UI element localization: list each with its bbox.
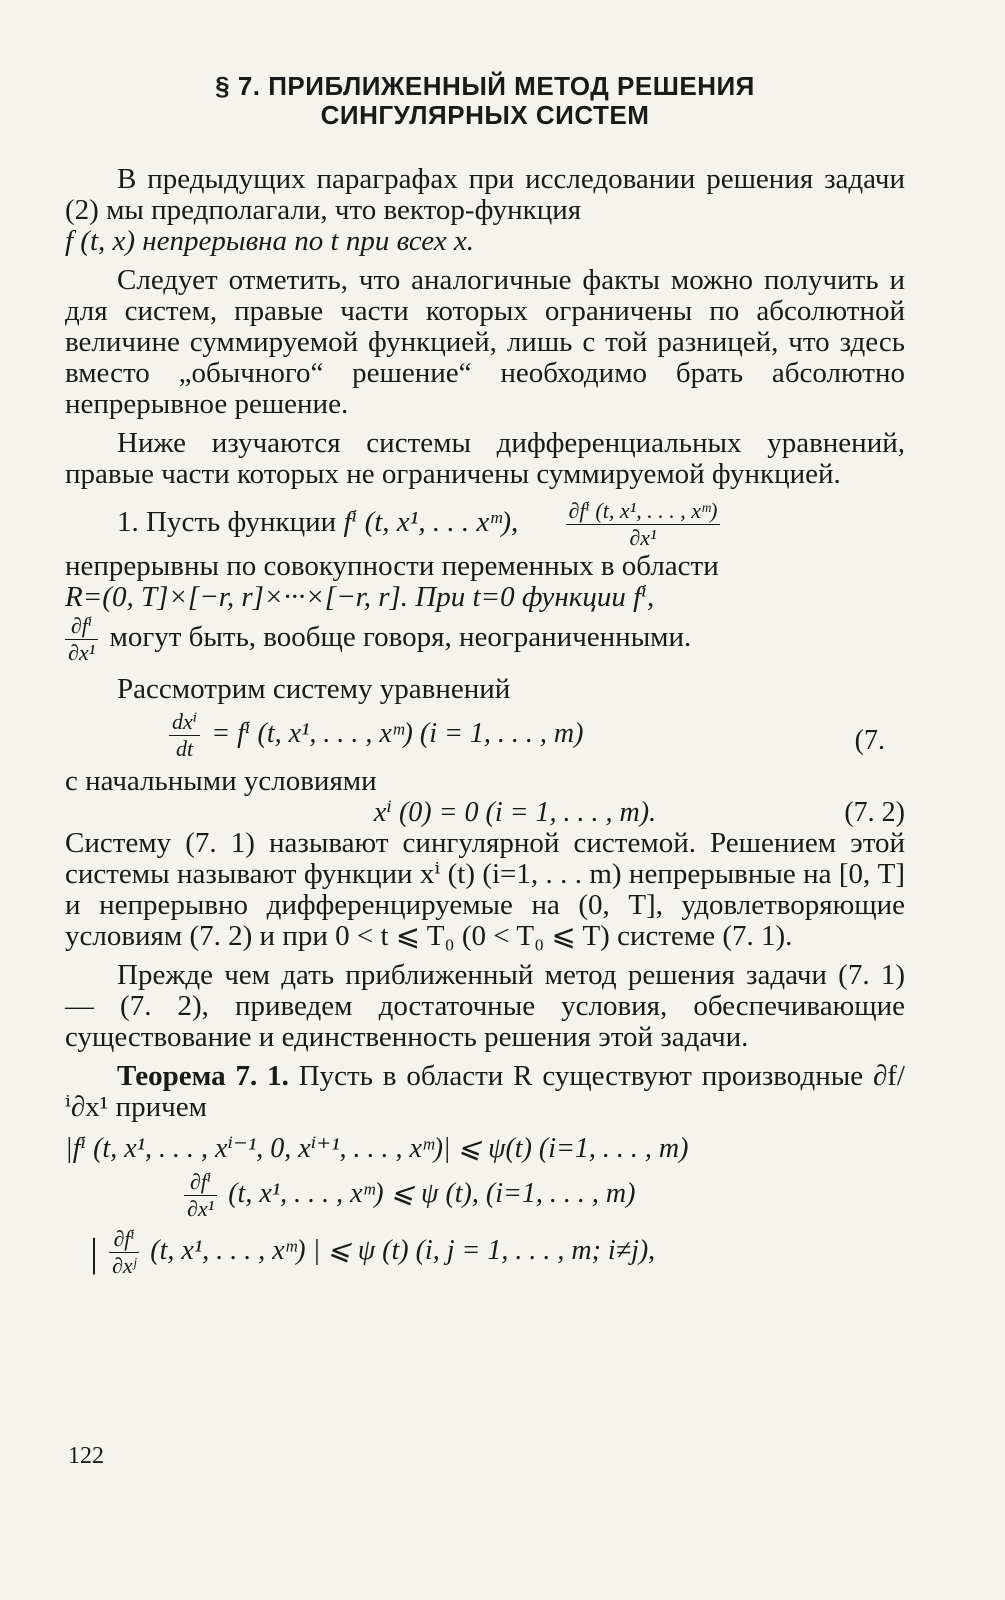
equation-body: xⁱ (0) = 0 (i = 1, . . . , m). <box>373 797 657 828</box>
heading-line-2: СИНГУЛЯРНЫХ СИСТЕМ <box>320 100 650 130</box>
equation-number: (7. 2) <box>844 797 905 828</box>
item-1-function: fⁱ (t, x¹, . . . xᵐ), <box>343 506 519 539</box>
paragraph-before-method: Прежде чем дать приближенный метод решения задачи (7. 1) — (7. 2), приведем достаточные условия, обеспечивающие существование и единственность решения этой задачи. <box>65 959 905 1053</box>
initial-conditions-label: с начальными условиями <box>65 765 377 797</box>
theorem-label: Теорема 7. 1. <box>117 1060 289 1092</box>
equation-body: = fⁱ (t, x¹, . . . , xᵐ) (i = 1, . . . , m) <box>211 717 584 749</box>
inequality-3 <box>65 1226 905 1279</box>
heading-line-1: § 7. ПРИБЛИЖЕННЫЙ МЕТОД РЕШЕНИЯ <box>215 71 755 101</box>
section-heading <box>65 72 905 130</box>
fraction-denominator: ∂xʲ <box>112 1253 137 1278</box>
unbounded-text: могут быть, вообще говоря, неограниченными. <box>109 621 692 654</box>
equation-number: (7. <box>854 725 885 756</box>
fraction-numerator: ∂fⁱ <box>184 1169 217 1196</box>
fraction-numerator: ∂fⁱ (t, x¹, . . . , xᵐ) <box>566 498 721 525</box>
derivative-fraction <box>109 1226 139 1279</box>
theorem-statement <box>65 1061 905 1123</box>
inequality-2 <box>65 1169 905 1222</box>
page-content <box>65 72 905 1279</box>
paragraph-study: Ниже изучаются системы дифференциальных уравнений, правые части которых не ограничены суммируемой функцией. <box>65 427 905 490</box>
fraction-denominator: ∂x¹ <box>68 640 96 665</box>
item-1-text: 1. Пусть функции <box>117 506 337 539</box>
region-definition: R=(0, T]×[−r, r]×···×[−r, r]. При t=0 функции fⁱ, <box>65 581 655 613</box>
unbounded-line <box>65 613 905 666</box>
paragraph-intro: В предыдущих параграфах при исследовании решения задачи (2) мы предполагали, что вектор-функция <box>65 163 905 226</box>
equation-7-1 <box>65 709 905 762</box>
partial-derivative-fraction <box>566 498 721 551</box>
derivative-fraction <box>65 613 98 666</box>
inequality-body: (t, x¹, . . . , xᵐ) ⩽ ψ (t), (i=1, . . . , m) <box>228 1177 636 1209</box>
fraction-denominator: dt <box>176 736 194 761</box>
fraction-denominator: ∂x¹ <box>629 525 657 550</box>
fraction-denominator: ∂x¹ <box>187 1196 215 1221</box>
inequality-1: |fⁱ (t, x¹, . . . , xⁱ⁻¹, 0, xⁱ⁺¹, . . . , xᵐ)| ⩽ ψ(t) (i=1, . . . , m) <box>65 1133 689 1164</box>
equation-7-2 <box>65 797 905 828</box>
item-1-line <box>65 498 905 551</box>
derivative-fraction <box>184 1169 217 1222</box>
fraction-numerator: ∂fⁱ <box>109 1226 139 1253</box>
inequality-body: (t, x¹, . . . , xᵐ) | ⩽ ψ (t) (i, j = 1, . . . , m; i≠j), <box>150 1234 656 1266</box>
abs-bar: | <box>90 1230 99 1275</box>
page-number: 122 <box>68 1443 104 1469</box>
fraction-numerator: ∂fⁱ <box>65 613 98 640</box>
paragraph-definition: Систему (7. 1) называют сингулярной системой. Решением этой системы называют функции xⁱ (t) (i=1, . . . m) непрерывные на [0, T] и непрерывно дифференцируемые на (0, T], удовлетворяющие условиям (7. 2) и при 0 < t ⩽ T₀ (0 < T₀ ⩽ T) системе (7. 1). <box>65 827 905 952</box>
paragraph-intro-end: f (t, x) непрерывна по t при всех x. <box>65 225 475 257</box>
paragraph-note: Следует отметить, что аналогичные факты можно получить и для систем, правые части которых ограничены по абсолютной величине суммируемой функцией, лишь с той разницей, что здесь вместо „обычного“ решение“ необходимо брать абсолютно непрерывное решение. <box>65 264 905 420</box>
continuity-line-1: непрерывны по совокупности переменных в области <box>65 550 719 582</box>
fraction-numerator: dxⁱ <box>169 709 200 736</box>
theorem-text: Пусть в области R существуют производные ∂f/ⁱ∂x¹ причем <box>65 1060 905 1123</box>
consider-system: Рассмотрим систему уравнений <box>117 673 511 705</box>
dx-dt-fraction <box>169 709 200 762</box>
